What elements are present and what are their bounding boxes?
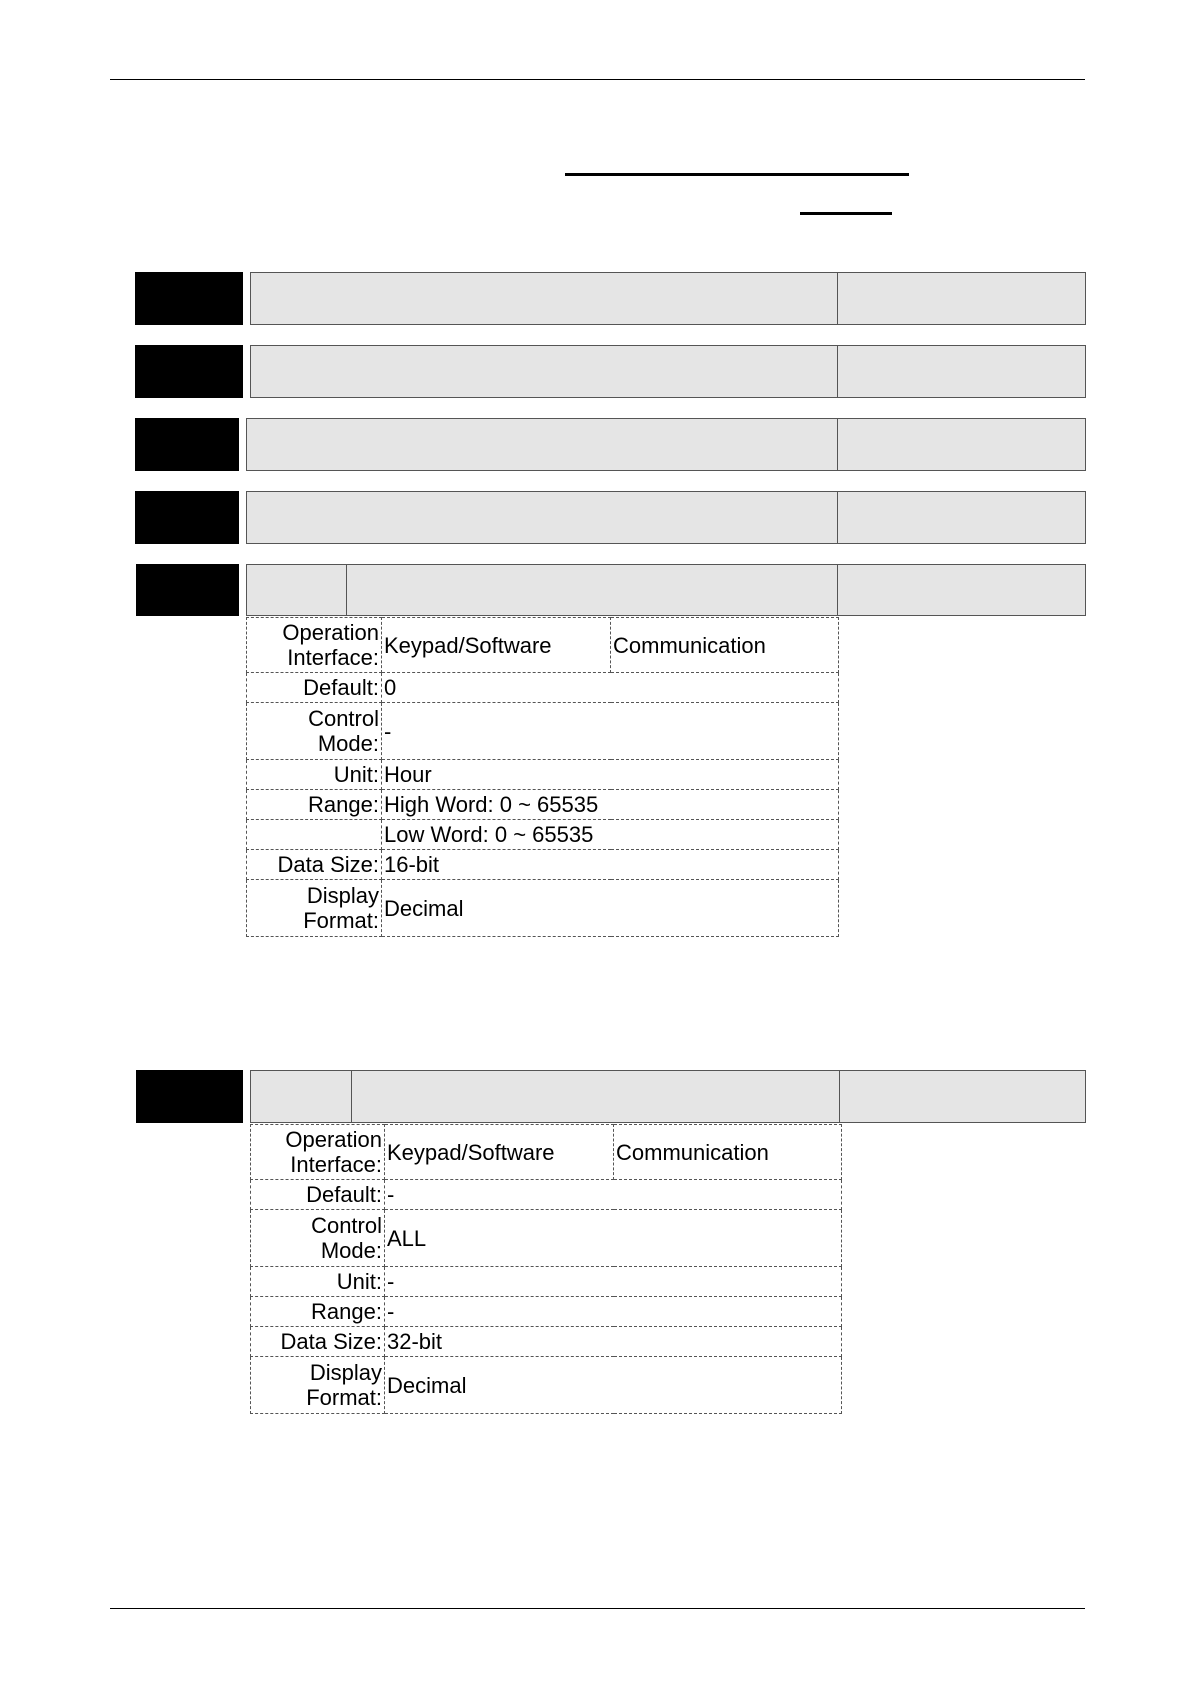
subtitle-underline	[800, 212, 892, 215]
param-code-block-4	[135, 491, 239, 544]
param-header-divider	[837, 492, 838, 543]
param-header-divider	[837, 565, 838, 615]
attr-key: Unit:	[251, 1267, 385, 1297]
attr-key: Default:	[251, 1180, 385, 1210]
param-header-divider	[839, 1071, 840, 1122]
attr-value: -	[385, 1180, 842, 1210]
attr-key: Default:	[247, 673, 382, 703]
attr-value: 16-bit	[382, 850, 839, 880]
param-address-divider	[351, 1071, 352, 1122]
attr-value: -	[385, 1297, 842, 1327]
footer-rule	[110, 1608, 1085, 1609]
table-row	[251, 1125, 842, 1180]
param-code-block-6	[136, 1070, 243, 1123]
attr-value: 0	[382, 673, 839, 703]
param-header-bar-2	[250, 345, 1086, 398]
attr-key: Range:	[251, 1297, 385, 1327]
param-header-divider	[837, 346, 838, 397]
attr-value: Hour	[382, 760, 839, 790]
attr-key: Unit:	[247, 760, 382, 790]
param-code-block-1	[135, 272, 243, 325]
table-row	[247, 880, 839, 937]
attr-key: Data Size:	[247, 850, 382, 880]
attr-value: Low Word: 0 ~ 65535	[382, 820, 839, 850]
attr-key: Control Mode:	[247, 703, 382, 760]
attr-key	[247, 820, 382, 850]
param-header-bar-4	[246, 491, 1086, 544]
table-row	[247, 790, 839, 820]
attr-value: Communication	[614, 1125, 842, 1180]
header-rule	[110, 79, 1085, 80]
table-row	[251, 1327, 842, 1357]
table-row	[251, 1357, 842, 1414]
attr-value: High Word: 0 ~ 65535	[382, 790, 839, 820]
param-code-block-5	[136, 564, 239, 616]
attr-key: Display Format:	[247, 880, 382, 937]
param-code-block-3	[135, 418, 239, 471]
attr-key: Display Format:	[251, 1357, 385, 1414]
table-row	[247, 850, 839, 880]
param-address-divider	[346, 565, 347, 615]
attr-value: 32-bit	[385, 1327, 842, 1357]
table-row	[251, 1297, 842, 1327]
attr-value: -	[385, 1267, 842, 1297]
param-header-bar-5	[246, 564, 1086, 616]
attr-key: Data Size:	[251, 1327, 385, 1357]
attr-value: Decimal	[382, 880, 839, 937]
attr-value: -	[382, 703, 839, 760]
table-row	[251, 1180, 842, 1210]
table-row	[247, 760, 839, 790]
attr-key: Range:	[247, 790, 382, 820]
param-header-bar-3	[246, 418, 1086, 471]
param-attribute-table-2	[250, 1124, 842, 1414]
param-code-block-2	[135, 345, 243, 398]
param-header-bar-6	[250, 1070, 1086, 1123]
attr-key: Operation Interface:	[247, 618, 382, 673]
attr-key: Operation Interface:	[251, 1125, 385, 1180]
attr-value: Keypad/Software	[382, 618, 611, 673]
attr-key: Control Mode:	[251, 1210, 385, 1267]
attr-value: ALL	[385, 1210, 842, 1267]
param-header-divider	[837, 419, 838, 470]
attr-value: Communication	[611, 618, 839, 673]
table-row	[247, 820, 839, 850]
table-row	[247, 673, 839, 703]
param-header-divider	[837, 273, 838, 324]
table-row	[251, 1210, 842, 1267]
attr-value: Keypad/Software	[385, 1125, 614, 1180]
param-header-bar-1	[250, 272, 1086, 325]
title-underline	[565, 173, 909, 176]
attr-value: Decimal	[385, 1357, 842, 1414]
table-row	[247, 703, 839, 760]
param-attribute-table-1	[246, 617, 839, 937]
table-row	[247, 618, 839, 673]
table-row	[251, 1267, 842, 1297]
